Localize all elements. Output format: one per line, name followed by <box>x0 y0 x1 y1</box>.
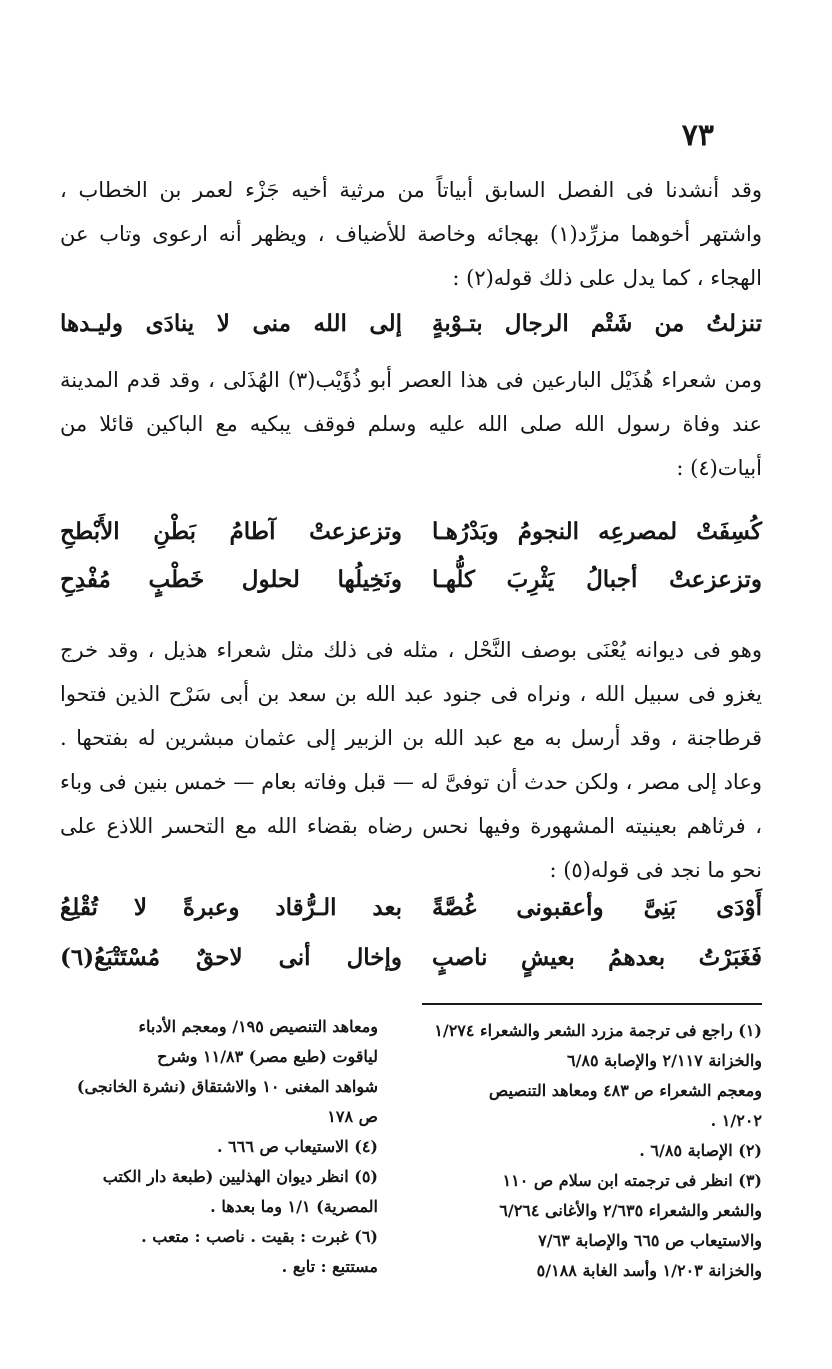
verse-first-hemistich: تنزلتُ من شَتْم الرجال بتـوْبةٍ <box>432 310 762 337</box>
footnote-line: ومعاهد التنصيص ١٩٥/ ومعجم الأدباء <box>138 1017 378 1036</box>
verse-second-hemistich: ونَخِيلُها لحلول خَطْبٍ مُفْدِحِ <box>60 566 402 593</box>
footnote-line: (١) راجع فى ترجمة مزرد الشعر والشعراء ١/٢٧٤ والخزانة ٢/١١٧ والإصابة ٦/٨٥ <box>434 1021 762 1070</box>
footnote-line: ص ١٧٨ <box>327 1107 378 1126</box>
verse-line <box>60 310 762 356</box>
verse-line <box>60 894 762 940</box>
page-number: ٧٣ <box>681 118 714 153</box>
paragraph-muzarrid: وقد أنشدنا فى الفصل السابق أبياتاً من مرثية أخيه جَزْء لعمر بن الخطاب ، واشتهر أخوهما مزرِّد(١) بهجائه وخاصة للأضياف ، ويظهر أنه ارعوى وتاب عن الهجاء ، كما يدل على ذلك قوله(٢) : <box>60 178 762 290</box>
footnotes-left-column <box>60 1012 378 1282</box>
footnotes-right-column <box>432 1016 762 1286</box>
verse-first-hemistich: وتزعزعتْ أجبالُ يَثْرِبَ كلُّهـا <box>432 566 762 593</box>
footnote-line: (٥) انظر ديوان الهذليين (طبعة دار الكتب <box>102 1167 378 1186</box>
verse-line <box>60 518 762 564</box>
footnote-line: مستتبع : تابع . <box>281 1257 378 1276</box>
footnote-line: (٣) انظر فى ترجمته ابن سلام ص ١١٠ <box>502 1171 762 1190</box>
verse-second-hemistich: وإخال أنى لاحقٌ مُسْتَتْبَعُ(٦) <box>60 944 402 971</box>
verse-first-hemistich: كُسِفَتْ لمصرعِه النجومُ وبَدْرُهـا <box>432 518 762 545</box>
footnote-line: (٢) الإصابة ٦/٨٥ . <box>639 1141 762 1160</box>
footnote-line: والشعر والشعراء ٢/٦٣٥ والأغانى ٦/٢٦٤ <box>499 1201 762 1220</box>
paragraph-abu-dhuayb: ومن شعراء هُذَيْل البارعين فى هذا العصر أبو ذُؤَيْب(٣) الهُذَلى ، وقد قدم المدينة عند وفاة رسول الله صلى الله عليه وسلم فوقف يبكيه مع الباكين قائلا من أبيات(٤) : <box>60 368 762 480</box>
verse-first-hemistich: فَغَبَرْتُ بعدهمُ بعيشٍ ناصبٍ <box>432 944 762 971</box>
footnote-line: (٦) غبرت : بقيت . ناصب : متعب . <box>141 1227 378 1246</box>
footnote-line: (٤) الاستيعاب ص ٦٦٦ . <box>216 1137 378 1156</box>
footnote-line: ومعجم الشعراء ص ٤٨٣ ومعاهد التنصيص <box>488 1081 762 1100</box>
paragraph-diwan: وهو فى ديوانه يُعْنَى بوصف النَّحْل ، مثله فى ذلك مثل شعراء هذيل ، وقد خرج يغزو فى سبيل الله ، ونراه فى جنود عبد الله بن سعد بن أبى سَرْح الذين فتحوا قرطاجنة ، وقد أرسل به مع عبد الله بن الزبير إلى عثمان مبشرين له بفتحها . وعاد إلى مصر ، ولكن حدث أن توفىَّ له — قبل وفاته بعام — خمس بنين فى وباء ، فرثاهم بعينيته المشهورة وفيها نحس رضاه بقضاء الله مع التحسر اللاذع على نحو ما نجد فى قوله(٥) : <box>60 638 762 882</box>
verse-line <box>60 566 762 612</box>
verse-first-hemistich: أَوْدَى بَنِىَّ وأعقبونى غُصَّةً <box>432 894 762 921</box>
footnote-line: والخزانة ١/٢٠٣ وأسد الغابة ٥/١٨٨ <box>536 1261 762 1280</box>
footnote-line: والاستيعاب ص ٦٦٥ والإصابة ٧/٦٣ <box>538 1231 762 1250</box>
verse-second-hemistich: إلى الله منى لا ينادَى وليـدها <box>60 310 402 337</box>
footnote-divider <box>422 1003 762 1005</box>
footnote-line: لياقوت (طبع مصر) ١١/٨٣ وشرح <box>157 1047 378 1066</box>
verse-second-hemistich: بعد الـرُّقاد وعبرةً لا تُقْلِعُ <box>60 894 402 921</box>
footnote-line: شواهد المغنى ١٠ والاشتقاق (نشرة الخانجى) <box>76 1077 378 1096</box>
verse-second-hemistich: وتزعزعتْ آطامُ بَطْنِ الأَبْطحِ <box>60 518 402 545</box>
footnote-line: المصرية) ١/١ وما بعدها . <box>210 1197 378 1216</box>
verse-line <box>60 944 762 990</box>
footnote-line: ١/٢٠٢ . <box>710 1111 762 1130</box>
